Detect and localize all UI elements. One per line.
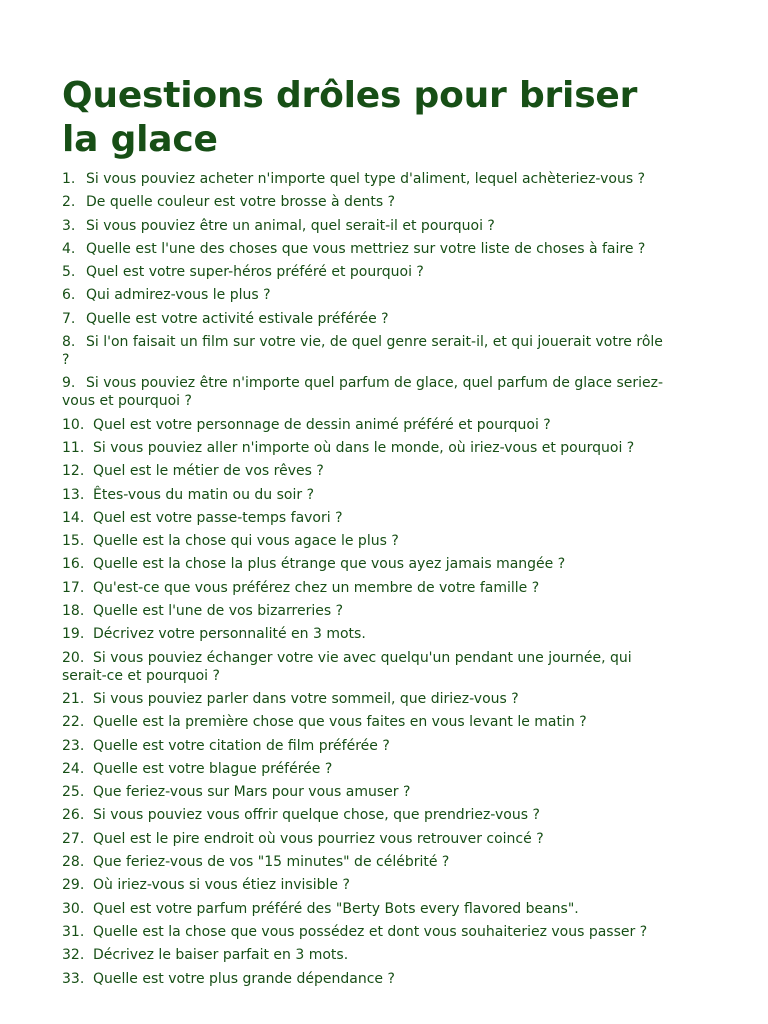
question-text: Êtes-vous du matin ou du soir ? [93, 486, 314, 503]
question-item [62, 374, 668, 410]
question-number: 12. [62, 463, 85, 480]
question-text: Décrivez votre personnalité en 3 mots. [93, 626, 366, 643]
question-text: Quel est votre parfum préféré des "Berty Bots every flavored beans". [93, 900, 579, 917]
question-number: 4. [62, 240, 76, 257]
question-item [62, 946, 668, 964]
question-item [62, 263, 668, 281]
question-item [62, 760, 668, 778]
question-number: 9. [62, 375, 76, 392]
question-number: 5. [62, 264, 76, 281]
question-item [62, 737, 668, 755]
question-number: 14. [62, 509, 85, 526]
question-item [62, 462, 668, 480]
question-number: 30. [62, 900, 85, 917]
question-item [62, 649, 668, 685]
question-item [62, 853, 668, 871]
question-text: Quelle est votre blague préférée ? [93, 760, 333, 777]
question-number: 19. [62, 626, 85, 643]
question-item [62, 783, 668, 801]
question-item [62, 830, 668, 848]
question-number: 7. [62, 310, 76, 327]
question-number: 28. [62, 854, 85, 871]
question-item [62, 193, 668, 211]
question-text: Qu'est-ce que vous préférez chez un membre de votre famille ? [93, 579, 540, 596]
question-item [62, 170, 668, 188]
question-item [62, 240, 668, 258]
question-item [62, 690, 668, 708]
question-text: Quelle est l'une des choses que vous mettriez sur votre liste de choses à faire ? [86, 240, 646, 257]
question-number: 27. [62, 830, 85, 847]
question-text: Quel est votre super-héros préféré et pourquoi ? [86, 264, 424, 281]
question-text: Si l'on faisait un film sur votre vie, de quel genre serait-il, et qui jouerait votre rôle ? [62, 334, 663, 369]
question-text: Que feriez-vous sur Mars pour vous amuser ? [93, 784, 411, 801]
question-list [62, 170, 668, 988]
question-number: 26. [62, 807, 85, 824]
question-number: 17. [62, 579, 85, 596]
question-number: 11. [62, 439, 85, 456]
question-text: Si vous pouviez parler dans votre sommeil, que diriez-vous ? [93, 690, 519, 707]
question-number: 13. [62, 486, 85, 503]
question-number: 1. [62, 171, 76, 187]
question-number: 16. [62, 556, 85, 573]
question-item [62, 555, 668, 573]
question-text: Quel est votre passe-temps favori ? [93, 509, 343, 526]
question-number: 10. [62, 416, 85, 433]
question-item [62, 579, 668, 597]
question-text: Que feriez-vous de vos "15 minutes" de célébrité ? [93, 854, 450, 871]
question-item [62, 416, 668, 434]
question-text: Décrivez le baiser parfait en 3 mots. [93, 947, 349, 964]
question-text: Quel est le pire endroit où vous pourriez vous retrouver coincé ? [93, 830, 544, 847]
question-number: 21. [62, 690, 85, 707]
question-item [62, 333, 668, 369]
question-item [62, 439, 668, 457]
question-number: 15. [62, 533, 85, 550]
question-number: 25. [62, 784, 85, 801]
question-text: Quelle est l'une de vos bizarreries ? [93, 603, 343, 620]
question-text: Quelle est la chose la plus étrange que vous ayez jamais mangée ? [93, 556, 566, 573]
question-number: 20. [62, 649, 85, 666]
question-number: 6. [62, 287, 76, 304]
question-text: Quelle est votre plus grande dépendance ? [93, 970, 395, 987]
question-text: Quelle est la chose que vous possédez et dont vous souhaiteriez vous passer ? [93, 923, 648, 940]
question-text: Quel est le métier de vos rêves ? [93, 463, 324, 480]
question-item [62, 876, 668, 894]
question-number: 32. [62, 947, 85, 964]
question-text: Si vous pouviez acheter n'importe quel type d'aliment, lequel achèteriez-vous ? [86, 171, 645, 187]
question-item [62, 486, 668, 504]
question-text: Qui admirez-vous le plus ? [86, 287, 271, 304]
question-number: 29. [62, 877, 85, 894]
question-item [62, 625, 668, 643]
question-text: Quelle est la première chose que vous faites en vous levant le matin ? [93, 714, 587, 731]
question-text: Où iriez-vous si vous étiez invisible ? [93, 877, 350, 894]
question-item [62, 286, 668, 304]
question-item [62, 900, 668, 918]
question-number: 31. [62, 923, 85, 940]
question-item [62, 509, 668, 527]
page-title: Questions drôles pour briser la glace [62, 75, 638, 160]
question-number: 22. [62, 714, 85, 731]
question-item [62, 310, 668, 328]
question-number: 23. [62, 737, 85, 754]
question-item [62, 532, 668, 550]
question-number: 2. [62, 194, 76, 211]
question-text: Si vous pouviez aller n'importe où dans le monde, où iriez-vous et pourquoi ? [93, 439, 635, 456]
question-item [62, 713, 668, 731]
question-number: 33. [62, 970, 85, 987]
question-number: 18. [62, 603, 85, 620]
question-number: 8. [62, 334, 76, 351]
question-item [62, 806, 668, 824]
question-text: De quelle couleur est votre brosse à dents ? [86, 194, 396, 211]
question-text: Quelle est votre citation de film préférée ? [93, 737, 390, 754]
question-item [62, 923, 668, 941]
question-item [62, 217, 668, 235]
question-text: Si vous pouviez être n'importe quel parfum de glace, quel parfum de glace seriez-vous et pourquoi ? [62, 375, 664, 410]
question-item [62, 602, 668, 620]
question-item [62, 970, 668, 988]
question-text: Quelle est la chose qui vous agace le plus ? [93, 533, 399, 550]
question-text: Si vous pouviez échanger votre vie avec quelqu'un pendant une journée, qui serait-ce et pourquoi ? [62, 649, 632, 684]
question-text: Si vous pouviez être un animal, quel serait-il et pourquoi ? [86, 217, 495, 234]
question-text: Quelle est votre activité estivale préférée ? [86, 310, 389, 327]
question-text: Quel est votre personnage de dessin animé préféré et pourquoi ? [93, 416, 551, 433]
question-number: 3. [62, 217, 76, 234]
question-number: 24. [62, 760, 85, 777]
question-text: Si vous pouviez vous offrir quelque chose, que prendriez-vous ? [93, 807, 540, 824]
